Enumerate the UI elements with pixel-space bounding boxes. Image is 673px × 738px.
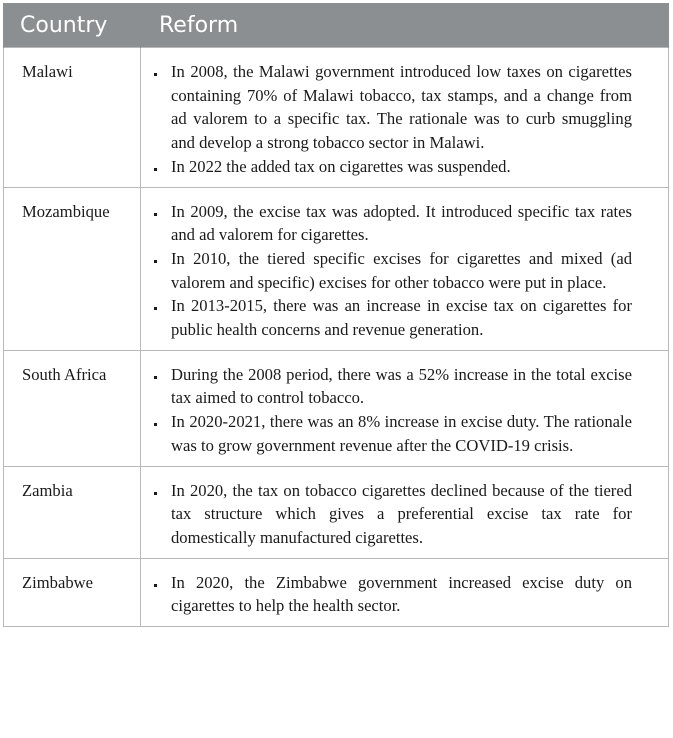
list-item <box>151 571 632 618</box>
table-row <box>4 48 669 188</box>
list-item <box>151 155 632 179</box>
reform-text: In 2022 the added tax on cigarettes was suspended. <box>171 156 511 176</box>
reform-list <box>151 200 632 342</box>
reform-list <box>151 363 632 458</box>
reform-text: In 2013-2015, there was an increase in excise tax on cigarettes for public health concerns and revenue generation. <box>171 296 632 340</box>
list-item <box>151 294 632 341</box>
list-item <box>151 60 632 155</box>
list-item <box>151 200 632 247</box>
country-cell: South Africa <box>4 350 141 466</box>
header-reform: Reform <box>141 3 669 48</box>
table-row <box>4 558 669 626</box>
bullet-icon <box>154 423 157 426</box>
list-item <box>151 479 632 550</box>
table-row <box>4 466 669 558</box>
bullet-icon <box>154 492 157 495</box>
table-row <box>4 350 669 466</box>
reform-text: In 2020, the Zimbabwe government increased excise duty on cigarettes to help the health sector. <box>171 572 632 616</box>
table-row <box>4 187 669 350</box>
reform-text: In 2008, the Malawi government introduced low taxes on cigarettes containing 70% of Malawi tobacco, tax stamps, and a change from ad valorem to a specific tax. The rationale was to curb smuggling and develop a strong tobacco sector in Malawi. <box>171 62 632 153</box>
bullet-icon <box>154 260 157 263</box>
reforms-table <box>3 3 669 627</box>
country-cell: Zimbabwe <box>4 558 141 626</box>
country-cell: Mozambique <box>4 187 141 350</box>
reform-text: In 2010, the tiered specific excises for cigarettes and mixed (ad valorem and specific) excises for other tobacco were put in place. <box>171 248 632 292</box>
bullet-icon <box>154 307 157 310</box>
reform-cell <box>141 48 669 188</box>
reform-list <box>151 60 632 179</box>
list-item <box>151 363 632 410</box>
bullet-icon <box>154 584 157 587</box>
reform-cell <box>141 558 669 626</box>
bullet-icon <box>154 376 157 379</box>
list-item <box>151 247 632 294</box>
reform-text: During the 2008 period, there was a 52% increase in the total excise tax aimed to control tobacco. <box>171 364 632 408</box>
bullet-icon <box>154 168 157 171</box>
bullet-icon <box>154 73 157 76</box>
list-item <box>151 410 632 457</box>
header-country: Country <box>4 3 141 48</box>
reform-text: In 2009, the excise tax was adopted. It introduced specific tax rates and ad valorem for cigarettes. <box>171 201 632 245</box>
bullet-icon <box>154 213 157 216</box>
reform-list <box>151 479 632 550</box>
country-cell: Zambia <box>4 466 141 558</box>
header-row <box>4 3 669 48</box>
reform-text: In 2020-2021, there was an 8% increase in excise duty. The rationale was to grow government revenue after the COVID-19 crisis. <box>171 412 632 455</box>
reform-text: In 2020, the tax on tobacco cigarettes declined because of the tiered tax structure which gives a preferential excise tax rate for domestically manufactured cigarettes. <box>171 480 632 547</box>
reform-cell <box>141 350 669 466</box>
reform-cell <box>141 187 669 350</box>
reform-list <box>151 571 632 618</box>
country-cell: Malawi <box>4 48 141 188</box>
reform-cell <box>141 466 669 558</box>
